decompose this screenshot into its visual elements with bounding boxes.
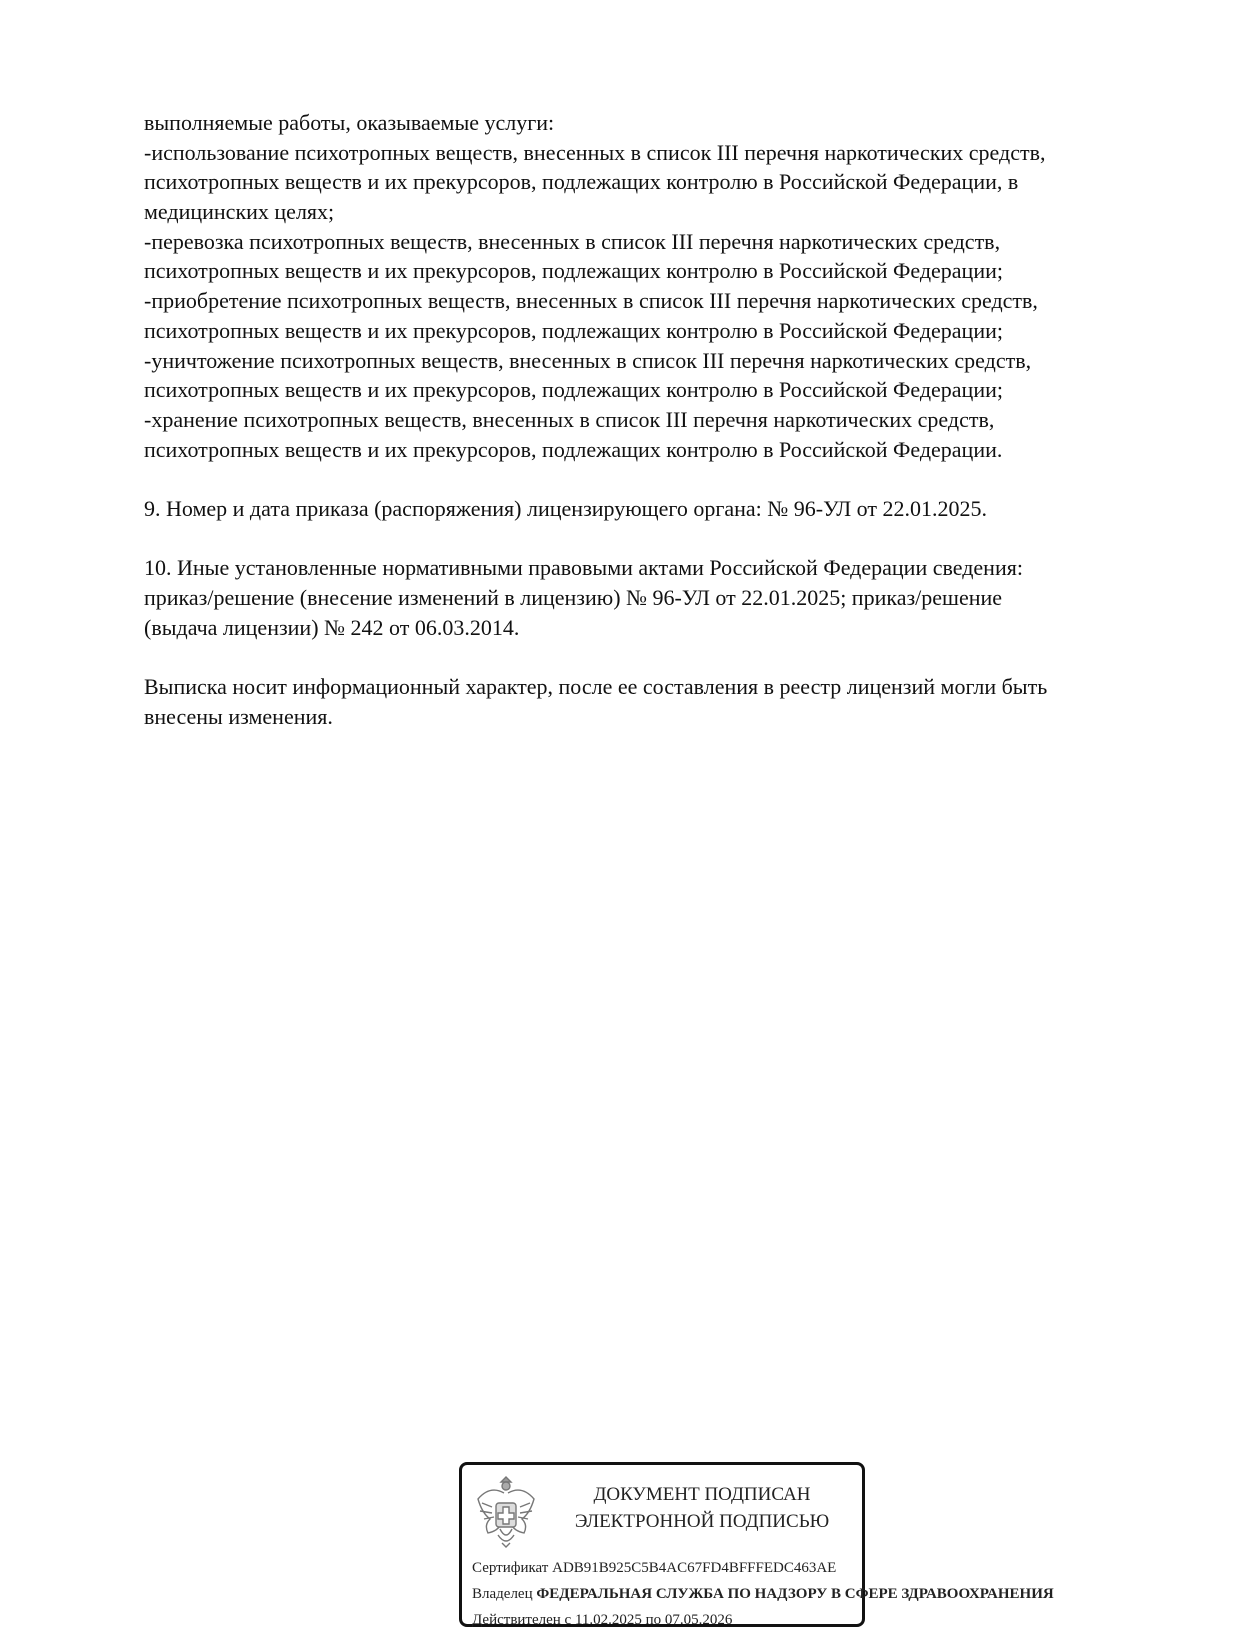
item-10-line: (выдача лицензии) № 242 от 06.03.2014. [144, 614, 520, 640]
text-line: выполняемые работы, оказываемые услуги: [144, 110, 555, 135]
text-line: -уничтожение психотропных веществ, внесенных в список III перечня наркотических средств, [144, 347, 1032, 373]
stamp-info [472, 1555, 1054, 1633]
stamp-title [557, 1481, 847, 1535]
owner-value: ФЕДЕРАЛЬНАЯ СЛУЖБА ПО НАДЗОРУ В СФЕРЕ ЗДРАВООХРАНЕНИЯ [536, 1586, 1054, 1602]
text-line: -приобретение психотропных веществ, внесенных в список III перечня наркотических средств, [144, 288, 1038, 314]
text-line: психотропных веществ и их прекурсоров, подлежащих контролю в Российской Федерации. [144, 436, 1003, 462]
text-line: психотропных веществ и их прекурсоров, подлежащих контролю в Российской Федерации; [144, 258, 1003, 284]
text-line: -использование психотропных веществ, внесенных в список III перечня наркотических средств, [144, 139, 1046, 165]
certificate-label: Сертификат [472, 1560, 549, 1576]
disclaimer-line: внесены изменения. [144, 703, 333, 729]
certificate-row [472, 1555, 1054, 1581]
text-line: медицинских целях; [144, 199, 335, 225]
coat-of-arms-emblem-icon [474, 1473, 538, 1549]
item-9-order: 9. Номер и дата приказа (распоряжения) лицензирующего органа: № 96-УЛ от 22.01.2025. [144, 495, 987, 521]
text-line: -перевозка психотропных веществ, внесенных в список III перечня наркотических средств, [144, 228, 1001, 254]
text-line: психотропных веществ и их прекурсоров, подлежащих контролю в Российской Федерации; [144, 317, 1003, 343]
stamp-title-line: ЭЛЕКТРОННОЙ ПОДПИСЬЮ [574, 1511, 830, 1532]
stamp-title-line: ДОКУМЕНТ ПОДПИСАН [593, 1484, 811, 1505]
item-10-line: 10. Иные установленные нормативными правовыми актами Российской Федерации сведения: [144, 555, 1023, 581]
disclaimer-line: Выписка носит информационный характер, после ее составления в реестр лицензий могли быть [144, 674, 1048, 700]
certificate-value: ADB91B925C5B4AC67FD4BFFFEDC463AE [552, 1560, 837, 1576]
item-10-line: приказ/решение (внесение изменений в лицензию) № 96-УЛ от 22.01.2025; приказ/решение [144, 585, 1003, 610]
validity-row: Действителен с 11.02.2025 по 07.05.2026 [472, 1612, 733, 1628]
text-line: психотропных веществ и их прекурсоров, подлежащих контролю в Российской Федерации; [144, 377, 1003, 403]
owner-label: Владелец [472, 1586, 533, 1602]
electronic-signature-stamp [459, 1462, 1054, 1628]
owner-row [472, 1581, 1054, 1607]
document-body [144, 108, 1047, 731]
text-line: -хранение психотропных веществ, внесенных в список III перечня наркотических средств, [144, 406, 995, 432]
text-line: психотропных веществ и их прекурсоров, подлежащих контролю в Российской Федерации, в [144, 169, 1019, 195]
